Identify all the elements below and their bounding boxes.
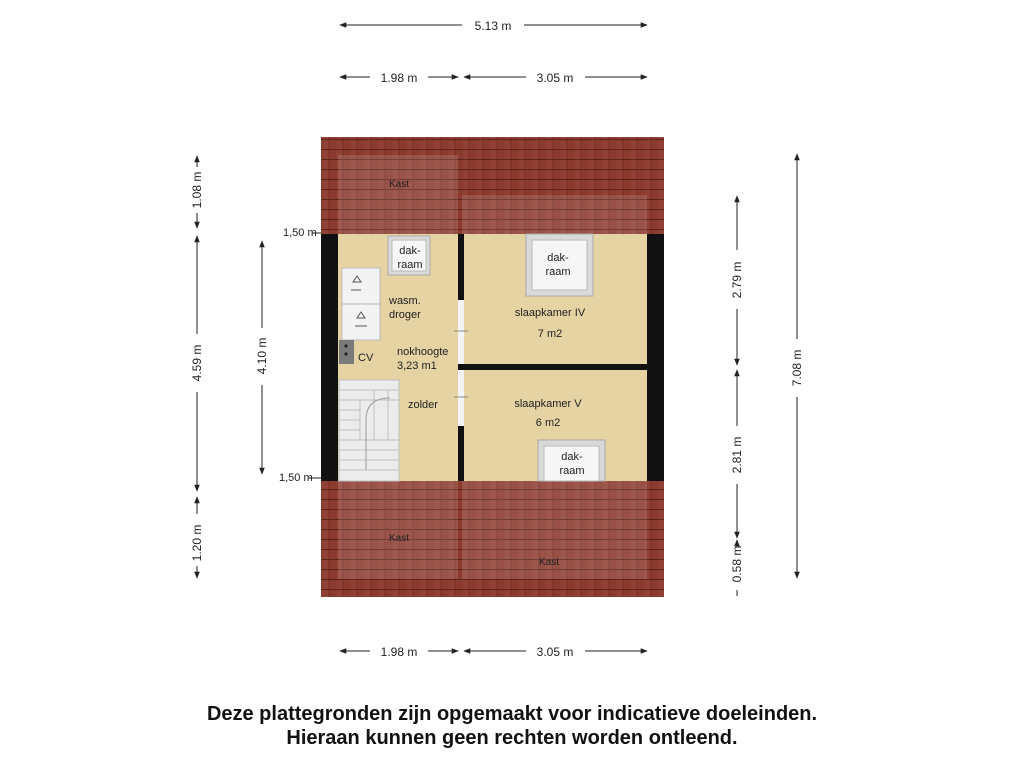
svg-text:3.05 m: 3.05 m <box>536 645 574 659</box>
disclaimer-line-2: Hieraan kunnen geen rechten worden ontleend. <box>286 727 738 749</box>
svg-text:0.58 m: 0.58 m <box>730 545 744 583</box>
height-top-label: 1,50 m <box>283 227 317 239</box>
dim-top-right <box>464 71 647 85</box>
dakraam-v-label-2: raam <box>559 465 585 477</box>
roof-top-right-shade <box>462 195 647 234</box>
svg-text:2.81 m: 2.81 m <box>730 436 744 474</box>
slaapkamer-v-label: slaapkamer V <box>514 398 582 410</box>
kast-top-label: Kast <box>388 179 410 190</box>
kast-bottom-left-shade <box>338 481 458 579</box>
stairs-icon <box>339 380 399 481</box>
kast-top-shade <box>338 155 458 234</box>
dim-right-total <box>790 154 804 578</box>
disclaimer-line-1: Deze plattegronden zijn opgemaakt voor indicatieve doeleinden. <box>206 703 818 725</box>
svg-text:1.20 m: 1.20 m <box>190 524 204 562</box>
svg-text:1.98 m: 1.98 m <box>380 645 418 659</box>
svg-text:7.08 m: 7.08 m <box>790 349 804 387</box>
dim-top-total <box>340 19 647 33</box>
cv-label: CV <box>358 352 374 364</box>
wasm-label-1: wasm. <box>389 295 421 307</box>
dim-top-left <box>340 71 458 85</box>
dim-left-bottom <box>190 497 204 578</box>
door-gap-1 <box>458 300 464 364</box>
washer-icon <box>342 268 380 304</box>
dakraam-zolder-label-1: dak- <box>399 245 421 257</box>
svg-text:1.98 m: 1.98 m <box>380 71 418 85</box>
dim-left-top <box>190 156 204 228</box>
nokhoogte-label-1: nokhoogte <box>397 346 449 358</box>
svg-text:5.13 m: 5.13 m <box>474 19 512 33</box>
dryer-icon <box>342 304 380 340</box>
svg-text:1.08 m: 1.08 m <box>190 171 204 209</box>
wall-between-bedrooms <box>464 364 647 370</box>
dim-left-mid <box>190 236 204 491</box>
cv-unit-icon <box>339 340 354 364</box>
svg-text:4.10 m: 4.10 m <box>255 337 269 375</box>
zolder-label: zolder <box>408 399 438 411</box>
slaapkamer-v-area: 6 m2 <box>535 417 561 429</box>
wall-left <box>321 234 338 481</box>
dim-left-inner <box>255 241 269 474</box>
dakraam-v-label-1: dak- <box>561 451 583 463</box>
kast-bottom-left-label: Kast <box>388 533 410 544</box>
dakraam-zolder-label-2: raam <box>397 259 423 271</box>
height-bottom-label: 1,50 m <box>279 472 313 484</box>
dakraam-iv-label-1: dak- <box>547 252 569 264</box>
svg-text:3.05 m: 3.05 m <box>536 71 574 85</box>
svg-text:4.59 m: 4.59 m <box>190 344 204 382</box>
nokhoogte-label-2: 3,23 m1 <box>397 360 437 372</box>
dim-right-lower <box>730 370 744 538</box>
dim-right-bottom <box>730 540 744 596</box>
svg-text:2.79 m: 2.79 m <box>730 261 744 299</box>
door-gap-2 <box>458 370 464 426</box>
dim-bottom-left <box>340 645 458 659</box>
dakraam-iv-label-2: raam <box>545 266 571 278</box>
slaapkamer-iv-area: 7 m2 <box>537 328 563 340</box>
wall-right <box>647 234 664 481</box>
dim-right-upper <box>730 196 744 365</box>
dim-bottom-right <box>464 645 647 659</box>
wasm-label-2: droger <box>389 309 421 321</box>
kast-bottom-right-label: Kast <box>538 557 560 568</box>
slaapkamer-iv-label: slaapkamer IV <box>514 307 586 319</box>
